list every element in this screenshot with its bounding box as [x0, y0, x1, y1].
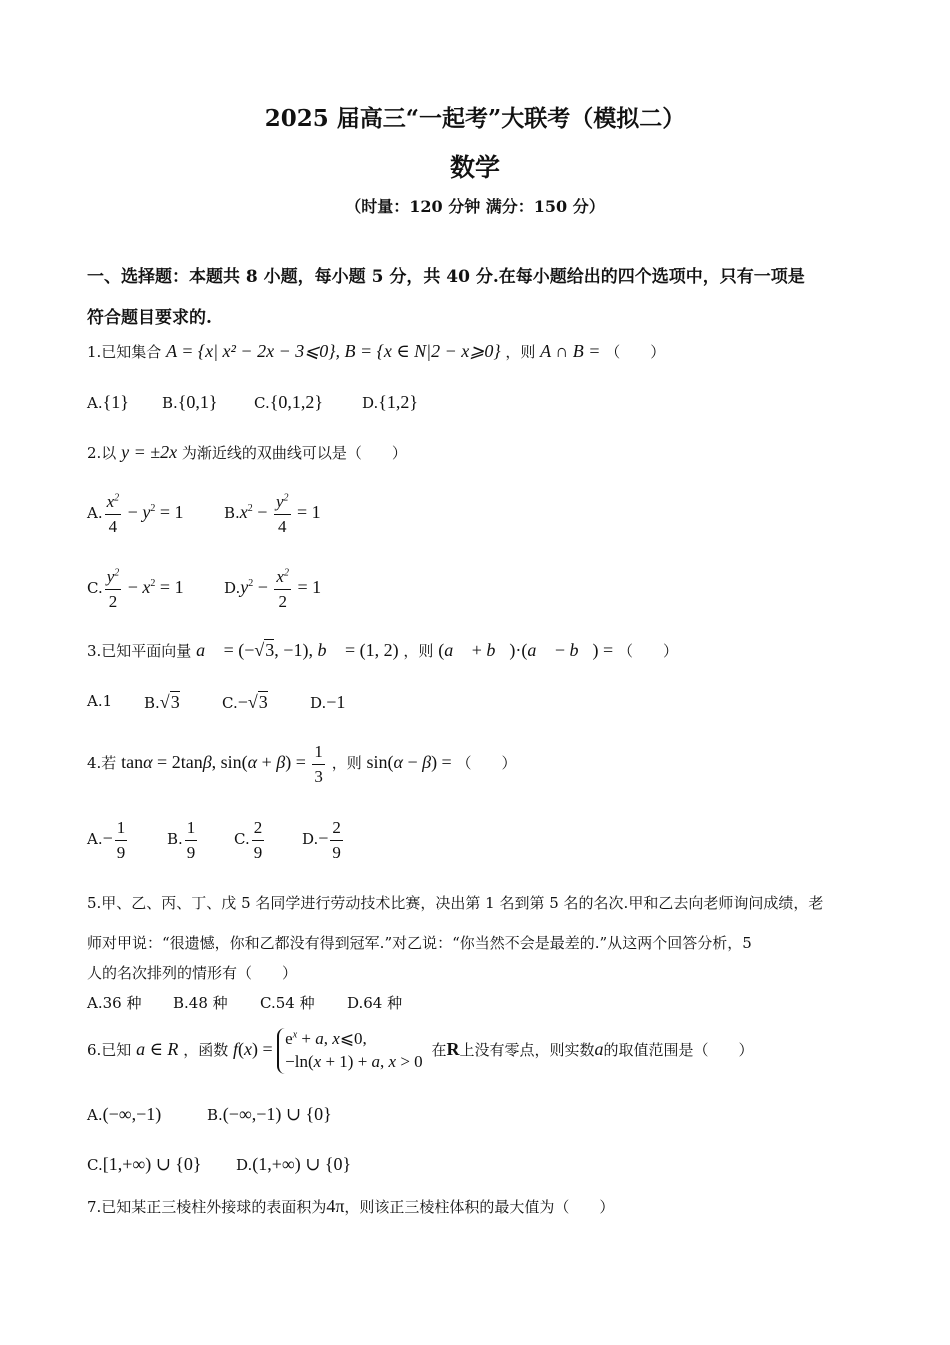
q1-ask: A ∩ B =	[540, 341, 601, 361]
q1-option-b: B.{0,1}	[162, 392, 218, 412]
q3-option-c: C.−√3	[222, 692, 268, 712]
question-1	[87, 341, 665, 362]
q2-expression: y = ±2x	[121, 442, 178, 462]
q6-option-b: B.(−∞,−1) ∪ {0}	[207, 1104, 332, 1124]
q1-expression: A = {x| x² − 2x − 3⩽0}, B = {x ∈ N|2 − x⩾0}	[166, 341, 501, 361]
q5-option-d: D.64 种	[347, 994, 403, 1012]
question-6: 6.已知 a ∈ R ，函数 $f(x) = e^x + a$, x⩽0, −ln(x + 1) + a, x > 0 在R上没有零点，则实数a的取值范围是（ ）	[87, 1028, 754, 1074]
q2-option-b: $B.x^2$ − $\frac{y^2}{4}$ = 1	[224, 492, 321, 536]
q1-option-c: C.{0,1,2}	[254, 392, 323, 412]
q4-condition: tanα = 2tanβ, sin(α + β) =	[121, 752, 311, 773]
q6-condition: a ∈ R	[136, 1038, 179, 1059]
q3-option-d: D.−1	[310, 692, 346, 712]
q4-option-b: B. $\frac{1}{9}$	[167, 818, 196, 862]
q1-mid: ，则	[505, 343, 536, 361]
exam-info: （时量：120 分钟 满分：150 分）	[345, 197, 605, 216]
q4-option-d: D.− $\frac{2}{9}$	[302, 818, 341, 862]
question-5-line3: 人的名次排列的情形有（ ）	[87, 964, 298, 982]
question-7: 7.已知某正三棱柱外接球的表面积为4π，则该正三棱柱体积的最大值为（ ）	[87, 1196, 615, 1216]
q4-expression: sin(α − β) =	[366, 752, 452, 773]
question-5-line2: 师对甲说：“很遗憾，你和乙都没有得到冠军.”对乙说：“你当然不会是最差的.”从这两个回答分析，5	[87, 934, 752, 952]
question-4: 4.若 tanα = 2tanβ, sin(α + β) = $\frac{1}{3}$ ，则 sin(α − β) = （ ）	[87, 742, 517, 786]
q1-option-a: A.{1}	[87, 392, 129, 412]
q6-function: f(x) =	[233, 1038, 278, 1059]
q5-option-c: C.54 种	[260, 994, 315, 1012]
q3-option-b: B.√3	[144, 692, 180, 712]
q3-vectors: a⃗ = (−√3, −1), b⃗ = (1, 2)	[196, 640, 399, 660]
section-instructions-line2: 符合题目要求的.	[87, 308, 212, 328]
q1-prefix: 1.已知集合	[87, 343, 162, 361]
q2-option-a: A. $\frac{x^2}{4}$ − $y^2 = 1$	[87, 492, 184, 536]
q4-option-a: A.− $\frac{1}{9}$	[87, 818, 126, 862]
q6-option-d: D.(1,+∞) ∪ {0}	[236, 1154, 352, 1174]
q1-option-d: D.{1,2}	[362, 392, 419, 412]
q6-piecewise: $e^x + a$, x⩽0, −ln(x + 1) + a, x > 0	[277, 1028, 427, 1074]
q3-option-a: A.1	[87, 692, 113, 710]
q3-expression: (a⃗ + b⃗)·(a⃗ − b⃗) =	[438, 640, 614, 660]
question-5-line1: 5.甲、乙、丙、丁、戊 5 名同学进行劳动技术比赛，决出第 1 名到第 5 名的名次.甲和乙去向老师询问成绩，老	[87, 894, 824, 912]
q6-option-a: A.(−∞,−1)	[87, 1104, 162, 1124]
q5-option-a: A.36 种	[87, 994, 142, 1012]
question-3: 3.已知平面向量 a⃗ = (−√3, −1), b⃗ = (1, 2) ，则 (a⃗ + b⃗)·(a⃗ − b⃗) = （ ）	[87, 640, 678, 660]
q2-option-c: C. $\frac{y^2}{2}$ − $x^2 = 1$	[87, 567, 184, 611]
q1-paren: （ ）	[605, 343, 666, 361]
q4-option-c: C. $\frac{2}{9}$	[234, 818, 263, 862]
question-2: 2.以 y = ±2x 为渐近线的双曲线可以是（ ）	[87, 442, 407, 462]
q2-option-d: $D.y^2$ − $\frac{x^2}{2}$ = 1	[224, 567, 322, 611]
section-instructions-line1: 一、选择题：本题共 8 小题，每小题 5 分，共 40 分.在每小题给出的四个选项中，只有一项是	[87, 267, 805, 287]
q7-expression: 4π	[326, 1196, 345, 1216]
subject-title: 数学	[449, 153, 500, 182]
exam-title: 2025 届高三“一起考”大联考（模拟二）	[264, 105, 686, 132]
q5-option-b: B.48 种	[173, 994, 228, 1012]
q6-option-c: C.[1,+∞) ∪ {0}	[87, 1154, 202, 1174]
